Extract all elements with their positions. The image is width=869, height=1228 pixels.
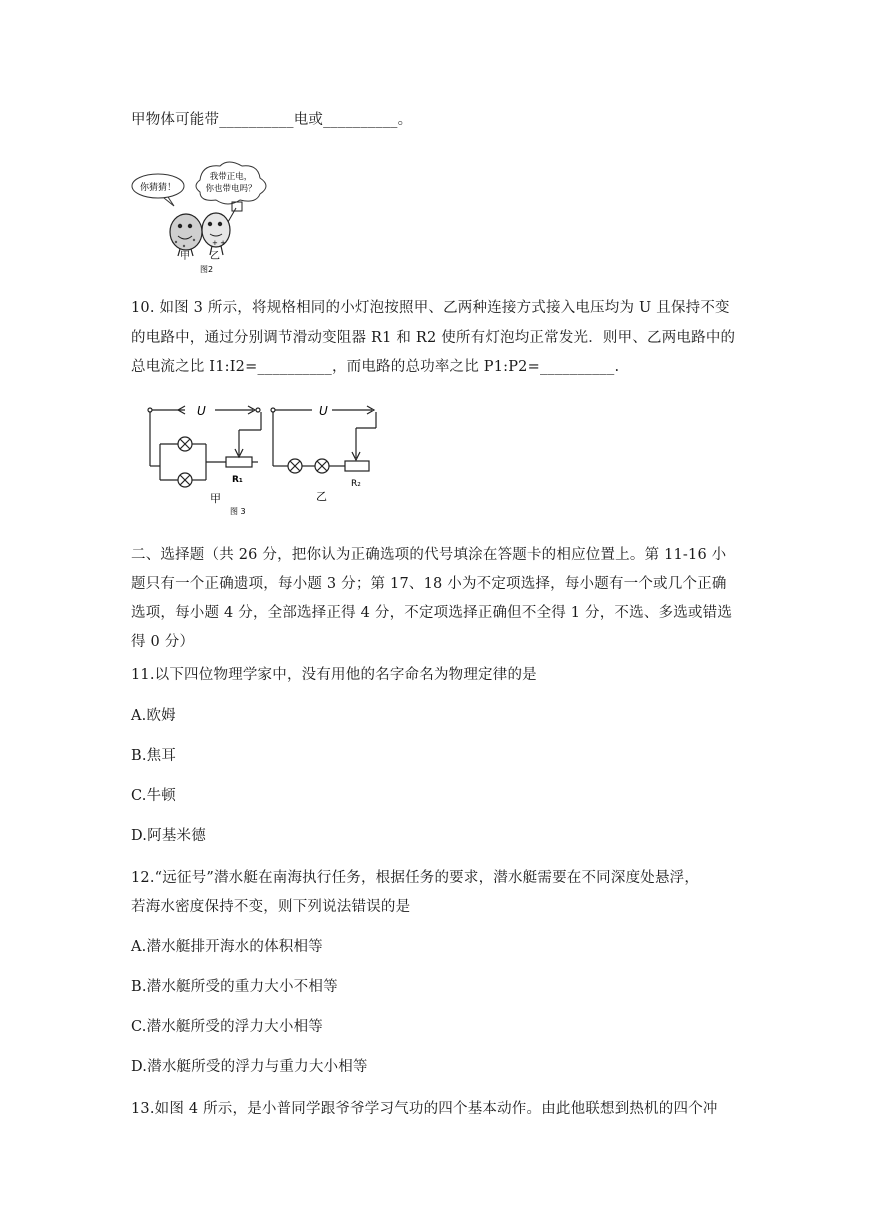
q12-option-c: C.潜水艇所受的浮力大小相等 (131, 1019, 323, 1035)
fig3-r2-label: R₂ (351, 479, 361, 489)
section2-line-2: 题只有一个正确遗项，每小题 3 分；第 17、18 小为不定项选择，每小题有一个或几个正确 (131, 576, 727, 592)
svg-text:+ +: + + (212, 239, 226, 247)
fig2-caption: 图2 (200, 265, 214, 274)
q10-line-3: 总电流之比 I1:I2=__________，而电路的总功率之比 P1:P2=__________. (131, 359, 620, 375)
fig3-r1-label: R₁ (232, 475, 243, 485)
fig2-label-jia: 甲 (180, 251, 190, 262)
figure-2 (128, 160, 278, 280)
q10-line-1: 10. 如图 3 所示，将规格相同的小灯泡按照甲、乙两种连接方式接入电压均为 U 且保持不变 (131, 300, 730, 316)
fig2-bubble-right-2: 你也带电吗？ (205, 184, 257, 194)
q12-option-a: A.潜水艇排开海水的体积相等 (131, 939, 323, 955)
fig2-label-yi: 乙 (210, 251, 220, 262)
q10-line-2: 的电路中，通过分别调节滑动变阻器 R1 和 R2 使所有灯泡均正常发光．则甲、乙两电路中的 (131, 330, 736, 346)
q12-option-b: B.潜水艇所受的重力大小不相等 (131, 979, 338, 995)
figure-3 (140, 400, 390, 522)
fig3-caption: 图 3 (230, 507, 246, 516)
fig3-label-yi: 乙 (316, 490, 327, 503)
q12-line-1: 12.“远征号”潜水艇在南海执行任务，根据任务的要求，潜水艇需要在不同深度处悬浮， (131, 870, 700, 886)
q11-option-c: C.牛顿 (131, 788, 176, 804)
fig3-u-right: U (319, 404, 328, 418)
section2-line-4: 得 0 分） (131, 634, 195, 650)
fig2-bubble-left: 你猜猜！ (139, 183, 177, 193)
character-jia (170, 214, 202, 256)
q11-option-b: B.焦耳 (131, 748, 177, 764)
q11-stem: 11.以下四位物理学家中，没有用他的名字命名为物理定律的是 (131, 667, 537, 683)
q13-line-1: 13.如图 4 所示，是小普同学跟爷爷学习气功的四个基本动作。由此他联想到热机的四个冲 (131, 1101, 718, 1117)
fig2-bubble-right-1: 我带正电， (209, 172, 253, 182)
q9-line: 甲物体可能带__________电或__________。 (131, 112, 413, 128)
fig3-label-jia: 甲 (210, 492, 221, 505)
q11-option-a: A.欧姆 (131, 708, 176, 724)
q12-line-2: 若海水密度保持不变，则下列说法错误的是 (131, 899, 411, 915)
fig3-u-left: U (197, 404, 206, 418)
character-yi (202, 202, 242, 255)
section2-line-3: 选项，每小题 4 分，全部选择正得 4 分，不定项选择正确但不全得 1 分，不选、多选或错选 (131, 605, 733, 621)
q11-option-d: D.阿基米德 (131, 828, 206, 844)
q12-option-d: D.潜水艇所受的浮力与重力大小相等 (131, 1059, 368, 1075)
section2-line-1: 二、选择题（共 26 分，把你认为正确选项的代号填涂在答题卡的相应位置上。第 11-16 小 (131, 547, 727, 563)
